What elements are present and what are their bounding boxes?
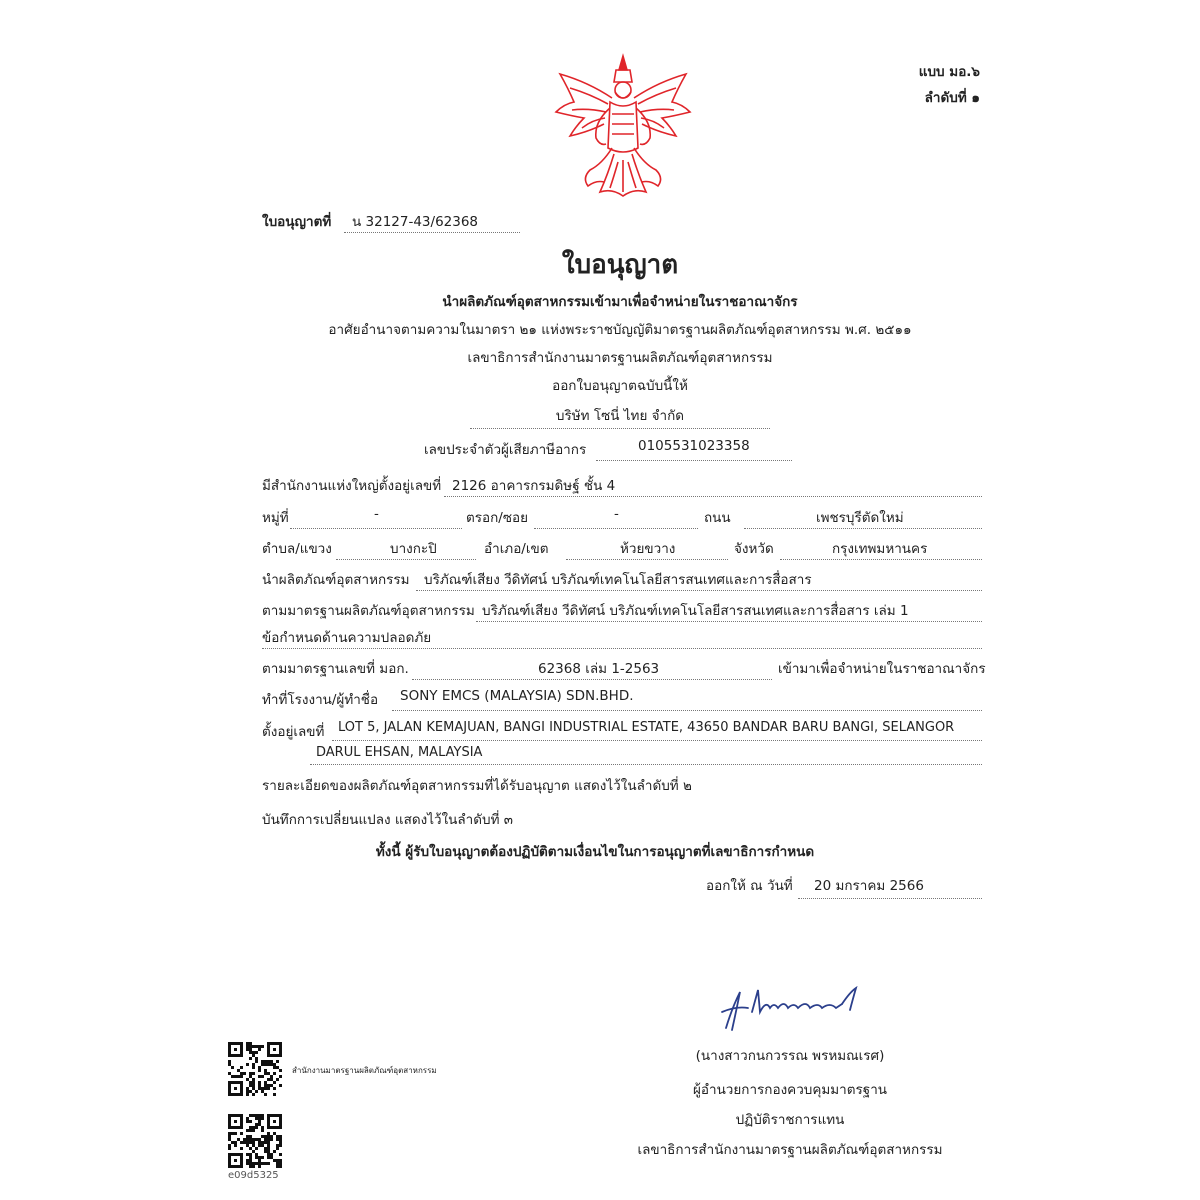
qr-module — [252, 1129, 255, 1132]
factory-underline — [392, 710, 982, 711]
qr-module — [267, 1162, 270, 1165]
standard-line-2-underline — [262, 648, 982, 649]
factory-label: ทำที่โรงงาน/ผู้ทำชื่อ — [262, 692, 379, 708]
product-value: บริภัณฑ์เสียง วีดิทัศน์ บริภัณฑ์เทคโนโลยีสารสนเทศและการสื่อสาร — [424, 572, 812, 588]
qr-module — [261, 1075, 264, 1078]
qr-module — [273, 1087, 276, 1090]
subdistrict-value: บางกะปิ — [390, 541, 437, 557]
issuer-line: เลขาธิการสำนักงานมาตรฐานผลิตภัณฑ์อุตสาหกรรม — [467, 350, 773, 366]
standard-label: ตามมาตรฐานผลิตภัณฑ์อุตสาหกรรม — [262, 603, 475, 619]
license-number-label: ใบอนุญาตที่ — [262, 214, 332, 230]
qr-code-secondary[interactable] — [228, 1114, 282, 1168]
road-value: เพชรบุรีตัดใหม่ — [816, 510, 904, 526]
signatory-office: เลขาธิการสำนักงานมาตรฐานผลิตภัณฑ์อุตสาหกรรม — [637, 1142, 943, 1158]
issue-date: 20 มกราคม 2566 — [814, 878, 924, 894]
subdistrict-underline — [336, 559, 476, 560]
condition-note: ทั้งนี้ ผู้รับใบอนุญาตต้องปฏิบัติตามเงื่อนไขในการอนุญาตที่เลขาธิการกำหนด — [375, 844, 815, 860]
qr-module — [255, 1090, 258, 1093]
issue-date-underline — [798, 898, 982, 899]
qr-module — [252, 1165, 255, 1168]
qr-module — [234, 1144, 237, 1147]
province-underline — [780, 559, 982, 560]
qr-module — [240, 1054, 243, 1057]
qr-module — [258, 1048, 261, 1051]
signatory-name: (นางสาวกนกวรรณ พรหมณเรศ) — [695, 1048, 885, 1064]
moo-value: - — [374, 506, 379, 522]
issue-line: ออกใบอนุญาตฉบับนี้ให้ — [552, 378, 688, 394]
signatory-position: ผู้อำนวยการกองควบคุมมาตรฐาน — [692, 1082, 888, 1098]
tis-suffix: เข้ามาเพื่อจำหน่ายในราชอาณาจักร — [778, 661, 986, 677]
qr-module — [234, 1087, 237, 1090]
qr-module — [252, 1093, 255, 1096]
document-code: e09d5325 — [228, 1170, 279, 1181]
sequence-number: ลำดับที่ ๑ — [924, 90, 980, 106]
qr-module — [264, 1093, 267, 1096]
hq-address-value: 2126 อาคารกรมดิษฐ์ ชั้น 4 — [452, 478, 616, 494]
factory-value: SONY EMCS (MALAYSIA) SDN.BHD. — [400, 688, 634, 704]
qr-module — [279, 1054, 282, 1057]
issue-date-label: ออกให้ ณ วันที่ — [706, 878, 793, 894]
qr-module — [279, 1165, 282, 1168]
qr-module — [240, 1147, 243, 1150]
qr-module — [231, 1066, 234, 1069]
qr-module — [279, 1069, 282, 1072]
qr-module — [228, 1147, 231, 1150]
road-underline — [744, 528, 982, 529]
location-underline — [332, 740, 982, 741]
qr-module — [273, 1120, 276, 1123]
qr-module — [276, 1147, 279, 1150]
signatory-acting: ปฏิบัติราชการแทน — [735, 1112, 845, 1128]
qr-module — [234, 1120, 237, 1123]
qr-module — [234, 1159, 237, 1162]
moo-underline — [290, 528, 462, 529]
tis-underline — [412, 679, 772, 680]
product-label: นำผลิตภัณฑ์อุตสาหกรรม — [262, 572, 410, 588]
qr-module — [279, 1084, 282, 1087]
district-underline — [566, 559, 728, 560]
qr-module — [240, 1093, 243, 1096]
qr-module — [279, 1075, 282, 1078]
changes-note: บันทึกการเปลี่ยนแปลง แสดงไว้ในลำดับที่ ๓ — [262, 812, 513, 828]
tis-label: ตามมาตรฐานเลขที่ มอก. — [262, 661, 409, 677]
subdistrict-label: ตำบล/แขวง — [262, 541, 332, 557]
qr-module — [243, 1072, 246, 1075]
location-value: LOT 5, JALAN KEMAJUAN, BANGI INDUSTRIAL ESTATE, 43650 BANDAR BARU BANGI, SELANGOR — [338, 720, 955, 735]
qr-module — [252, 1072, 255, 1075]
tax-id-underline — [596, 460, 792, 461]
qr-module — [273, 1072, 276, 1075]
qr-module — [255, 1126, 258, 1129]
qr-module — [273, 1150, 276, 1153]
document-title: ใบอนุญาต — [561, 250, 679, 280]
signature-icon — [718, 978, 878, 1038]
document-subtitle: นำผลิตภัณฑ์อุตสาหกรรมเข้ามาเพื่อจำหน่ายในราชอาณาจักร — [442, 294, 798, 310]
license-number-underline — [344, 232, 520, 233]
hq-address-underline — [444, 496, 982, 497]
district-value: ห้วยขวาง — [620, 541, 676, 557]
soi-underline — [534, 528, 698, 529]
qr-module — [273, 1093, 276, 1096]
product-underline — [416, 590, 982, 591]
qr-module — [240, 1126, 243, 1129]
qr-module — [246, 1063, 249, 1066]
moo-label: หมู่ที่ — [262, 510, 289, 526]
company-underline — [470, 428, 770, 429]
tax-id-label: เลขประจำตัวผู้เสียภาษีอากร — [424, 442, 587, 458]
soi-label: ตรอก/ซอย — [466, 510, 529, 526]
location-label: ตั้งอยู่เลขที่ — [262, 724, 325, 740]
hq-address-label: มีสำนักงานแห่งใหญ่ตั้งอยู่เลขที่ — [262, 478, 442, 494]
qr-module — [267, 1087, 270, 1090]
standard-underline — [476, 621, 982, 622]
qr-module — [255, 1147, 258, 1150]
province-label: จังหวัด — [734, 541, 774, 557]
qr-module — [279, 1126, 282, 1129]
qr-module — [276, 1078, 279, 1081]
standard-value: บริภัณฑ์เสียง วีดิทัศน์ บริภัณฑ์เทคโนโลยีสารสนเทศและการสื่อสาร เล่ม 1 — [482, 603, 909, 619]
qr-module — [234, 1048, 237, 1051]
qr-module — [276, 1060, 279, 1063]
qr-module — [234, 1132, 237, 1135]
qr-module — [255, 1060, 258, 1063]
authority-line: อาศัยอำนาจตามความในมาตรา ๒๑ แห่งพระราชบัญญัติมาตรฐานผลิตภัณฑ์อุตสาหกรรม พ.ศ. ๒๕๑๑ — [328, 322, 912, 338]
qr-module — [261, 1117, 264, 1120]
company-name: บริษัท โซนี่ ไทย จำกัด — [555, 408, 685, 424]
qr-module — [279, 1144, 282, 1147]
qr-module — [240, 1132, 243, 1135]
qr-module — [252, 1066, 255, 1069]
qr-module — [261, 1156, 264, 1159]
qr-module — [258, 1165, 261, 1168]
road-label: ถนน — [704, 510, 731, 526]
qr-module — [240, 1075, 243, 1078]
qr-module — [261, 1129, 264, 1132]
qr-module — [246, 1093, 249, 1096]
license-number: น 32127-43/62368 — [352, 214, 479, 230]
qr-module — [258, 1069, 261, 1072]
qr-module — [279, 1153, 282, 1156]
qr-module — [240, 1066, 243, 1069]
soi-value: - — [614, 506, 619, 522]
qr-module — [270, 1138, 273, 1141]
qr-module — [240, 1165, 243, 1168]
qr-code-primary[interactable] — [228, 1042, 282, 1096]
district-label: อำเภอ/เขต — [484, 541, 549, 557]
qr-module — [255, 1051, 258, 1054]
qr-module — [249, 1057, 252, 1060]
garuda-emblem-icon — [548, 52, 698, 202]
location-line-2-underline — [310, 764, 982, 765]
standard-line-2: ข้อกำหนดด้านความปลอดภัย — [262, 630, 432, 646]
details-note: รายละเอียดของผลิตภัณฑ์อุตสาหกรรมที่ได้รับอนุญาต แสดงไว้ในลำดับที่ ๒ — [262, 778, 692, 794]
qr-caption: สำนักงานมาตรฐานผลิตภัณฑ์อุตสาหกรรม — [292, 1066, 437, 1075]
qr-module — [273, 1081, 276, 1084]
form-code: แบบ มอ.๖ — [918, 64, 980, 80]
qr-module — [261, 1045, 264, 1048]
tax-id-value: 0105531023358 — [638, 438, 750, 454]
location-line-2: DARUL EHSAN, MALAYSIA — [316, 745, 483, 760]
qr-module — [273, 1048, 276, 1051]
tis-value: 62368 เล่ม 1-2563 — [538, 661, 660, 677]
province-value: กรุงเทพมหานคร — [832, 541, 928, 557]
qr-module — [249, 1120, 252, 1123]
